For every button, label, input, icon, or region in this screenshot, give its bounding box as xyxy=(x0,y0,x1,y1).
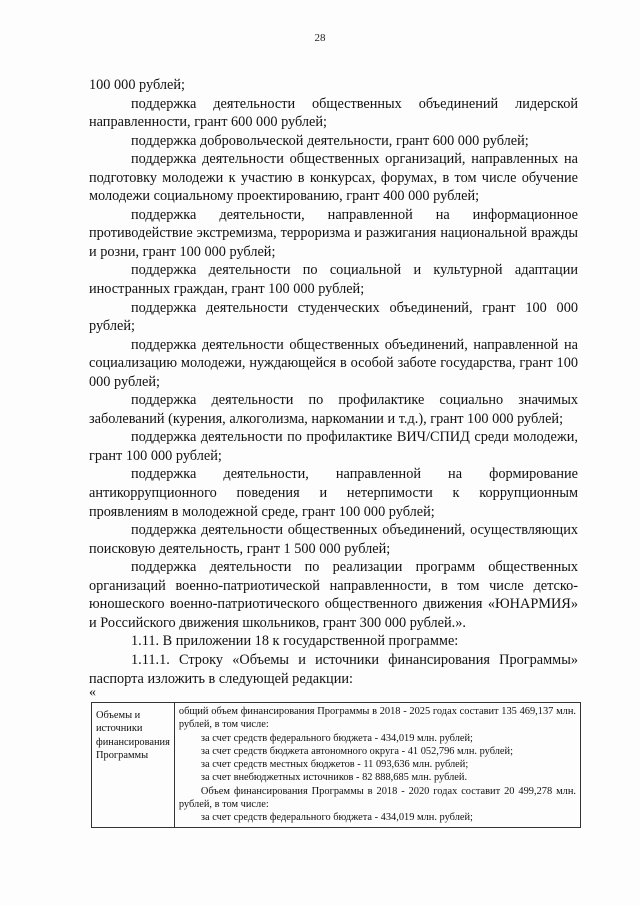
table-line: за счет внебюджетных источников - 82 888,685 млн. рублей. xyxy=(200,772,468,784)
paragraph: поддержка деятельности общественных объединений лидерской направленности, грант 600 000 рублей; xyxy=(89,95,578,131)
table-line: общий объем финансирования Программы в 2018 - 2025 годах составит 135 469,137 млн. рублей, в том числе: xyxy=(178,706,576,731)
passport-table xyxy=(91,702,581,828)
paragraph: поддержка деятельности общественных организаций, направленных на подготовку молодежи к участию в конкурсах, форумах, в том числе обучение молодежи социальному проектированию, грант 400 000 рублей; xyxy=(89,151,578,205)
table-line: за счет средств федерального бюджета - 434,019 млн. рублей; xyxy=(200,812,473,824)
table-line: Объем финансирования Программы в 2018 - 2020 годах составит 20 499,278 млн. рублей, в том числе: xyxy=(178,785,576,811)
table-line: за счет средств местных бюджетов - 11 093,636 млн. рублей; xyxy=(200,759,469,771)
paragraph: 1.11. В приложении 18 к государственной программе: xyxy=(131,633,459,650)
paragraph: поддержка деятельности общественных объединений, осуществляющих поисковую деятельность, грант 1 500 000 рублей; xyxy=(89,522,578,557)
table-content-cell xyxy=(174,703,580,828)
paragraph: поддержка добровольческой деятельности, грант 600 000 рублей; xyxy=(131,132,529,149)
paragraph: поддержка деятельности, направленной на формирование антикоррупционного поведения и нетерпимости к коррупционным проявлениям в молодежной среде, грант 100 000 рублей; xyxy=(89,466,578,520)
paragraph: поддержка деятельности общественных объединений, направленной на социализацию молодежи, нуждающейся в особой заботе государства, грант 100 000 рублей; xyxy=(89,336,578,390)
table-header-cell: Объемы и источники финансирования Программы xyxy=(92,703,175,828)
paragraph: поддержка деятельности по реализации программ общественных организаций военно-патриотической направленности, в том числе детско-юношеского военно-патриотического общественного движения «ЮНАРМИЯ» и Российского движения школьников, грант 300 000 рублей.». xyxy=(89,559,578,631)
table-line: за счет средств федерального бюджета - 434,019 млн. рублей; xyxy=(200,732,473,744)
paragraph: поддержка деятельности по профилактике социально значимых заболеваний (курения, алкоголизма, наркомании и т.д.), грант 100 000 рублей; xyxy=(89,392,578,427)
paragraph: 100 000 рублей; xyxy=(89,77,185,93)
paragraph: 1.11.1. Строку «Объемы и источники финансирования Программы» паспорта изложить в следующей редакции: xyxy=(89,651,578,687)
page-number: 28 xyxy=(314,32,326,44)
document-body xyxy=(89,76,578,688)
paragraph: поддержка деятельности по профилактике ВИЧ/СПИД среди молодежи, грант 100 000 рублей; xyxy=(89,429,578,464)
table-row xyxy=(92,703,581,828)
opening-quote: « xyxy=(89,685,96,700)
paragraph: поддержка деятельности, направленной на информационное противодействие экстремизма, терроризма и разжигания национальной вражды и розни, грант 100 000 рублей; xyxy=(89,206,578,260)
table-line: за счет средств бюджета автономного округа - 41 052,796 млн. рублей; xyxy=(200,745,513,757)
paragraph: поддержка деятельности по социальной и культурной адаптации иностранных граждан, грант 100 000 рублей; xyxy=(89,262,578,298)
paragraph: поддержка деятельности студенческих объединений, грант 100 000 рублей; xyxy=(89,299,578,335)
